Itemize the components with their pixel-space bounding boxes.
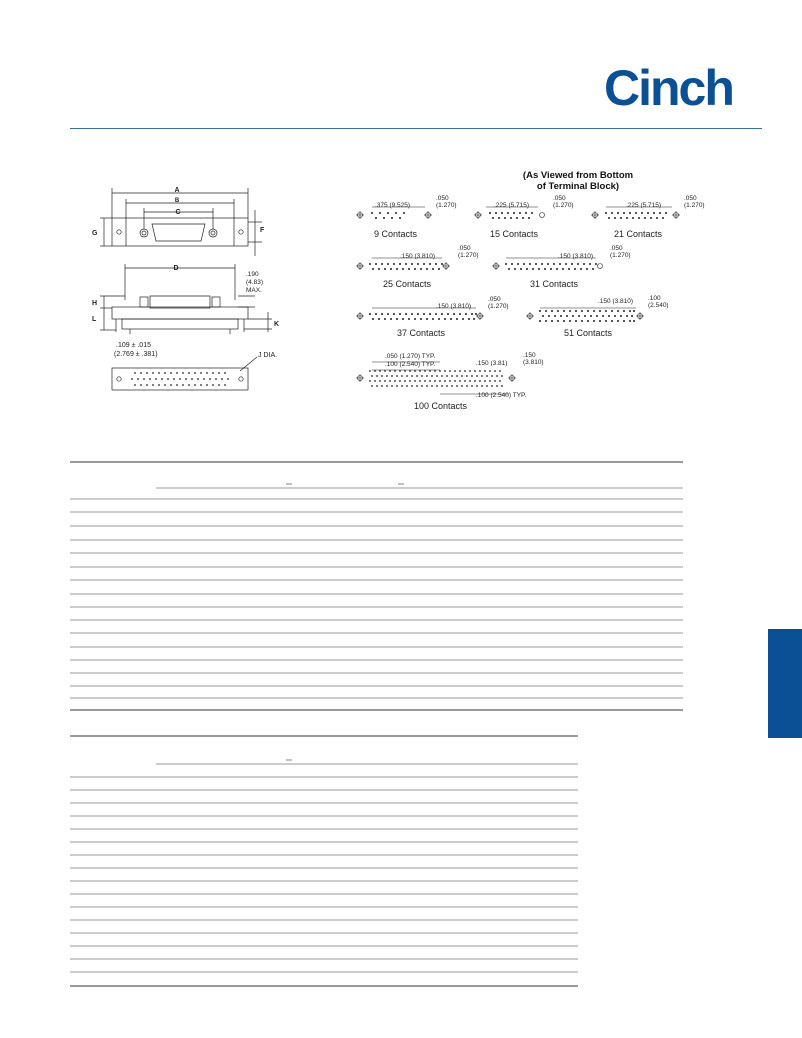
row-100-a: .150 (3.81) [476,360,508,367]
pin-length-dim: .109 ± .015 [116,342,151,349]
bottom-100: .100 (2.540) TYP. [476,392,527,399]
offset-37: .050 (1.270) [488,296,509,310]
pitch-9: .375 (9.525) [375,202,411,209]
label-51-contacts: 51 Contacts [564,328,613,338]
pitch-100-b: .100 (2.540) TYP. [385,361,436,368]
label-37-contacts: 37 Contacts [397,328,446,338]
dim-k-label: K [274,321,280,328]
height-note: .190 (4.83) MAX. [246,271,263,294]
offset-51: .100 (2.540) [648,295,669,309]
offset-15: .050 (1.270) [553,195,574,209]
pitch-51: .150 (3.810) [598,298,634,305]
offset-25: .050 (1.270) [458,245,479,259]
offset-9: .050 (1.270) [436,195,457,209]
label-15-contacts: 15 Contacts [490,229,539,239]
pitch-21: .225 (5.715) [626,202,662,209]
pin-length-mm: (2.769 ± .381) [114,351,158,358]
label-21-contacts: 21 Contacts [614,229,663,239]
label-25-contacts: 25 Contacts [383,279,432,289]
label-100-contacts: 100 Contacts [414,401,468,411]
offset-21: .050 (1.270) [684,195,705,209]
contact-view-title: (As Viewed from Bottom of Terminal Block) [522,170,634,192]
pitch-37: .150 (3.810) [436,303,472,310]
dim-c-label: C [175,209,181,216]
label-9-contacts: 9 Contacts [374,229,418,239]
pitch-31: .150 (3.810) [558,253,594,260]
offset-31: .050 (1.270) [610,245,631,259]
label-31-contacts: 31 Contacts [530,279,579,289]
cinch-logo: Cinch [604,60,733,116]
row-100-b: .150 (3.810) [523,352,544,366]
pitch-100-a: .050 (1.270) TYP. [385,353,436,360]
dim-a-label: A [174,187,180,194]
dim-d-label: D [173,265,179,272]
dim-h-label: H [92,300,98,307]
dim-l-label: L [92,316,97,323]
pitch-15: .225 (5.715) [494,202,530,209]
hole-label: J DIA. [258,352,278,359]
dim-f-label: F [260,227,265,234]
pitch-25: .150 (3.810) [400,253,436,260]
dim-b-label: B [174,198,180,204]
dim-g-label: G [92,230,98,237]
